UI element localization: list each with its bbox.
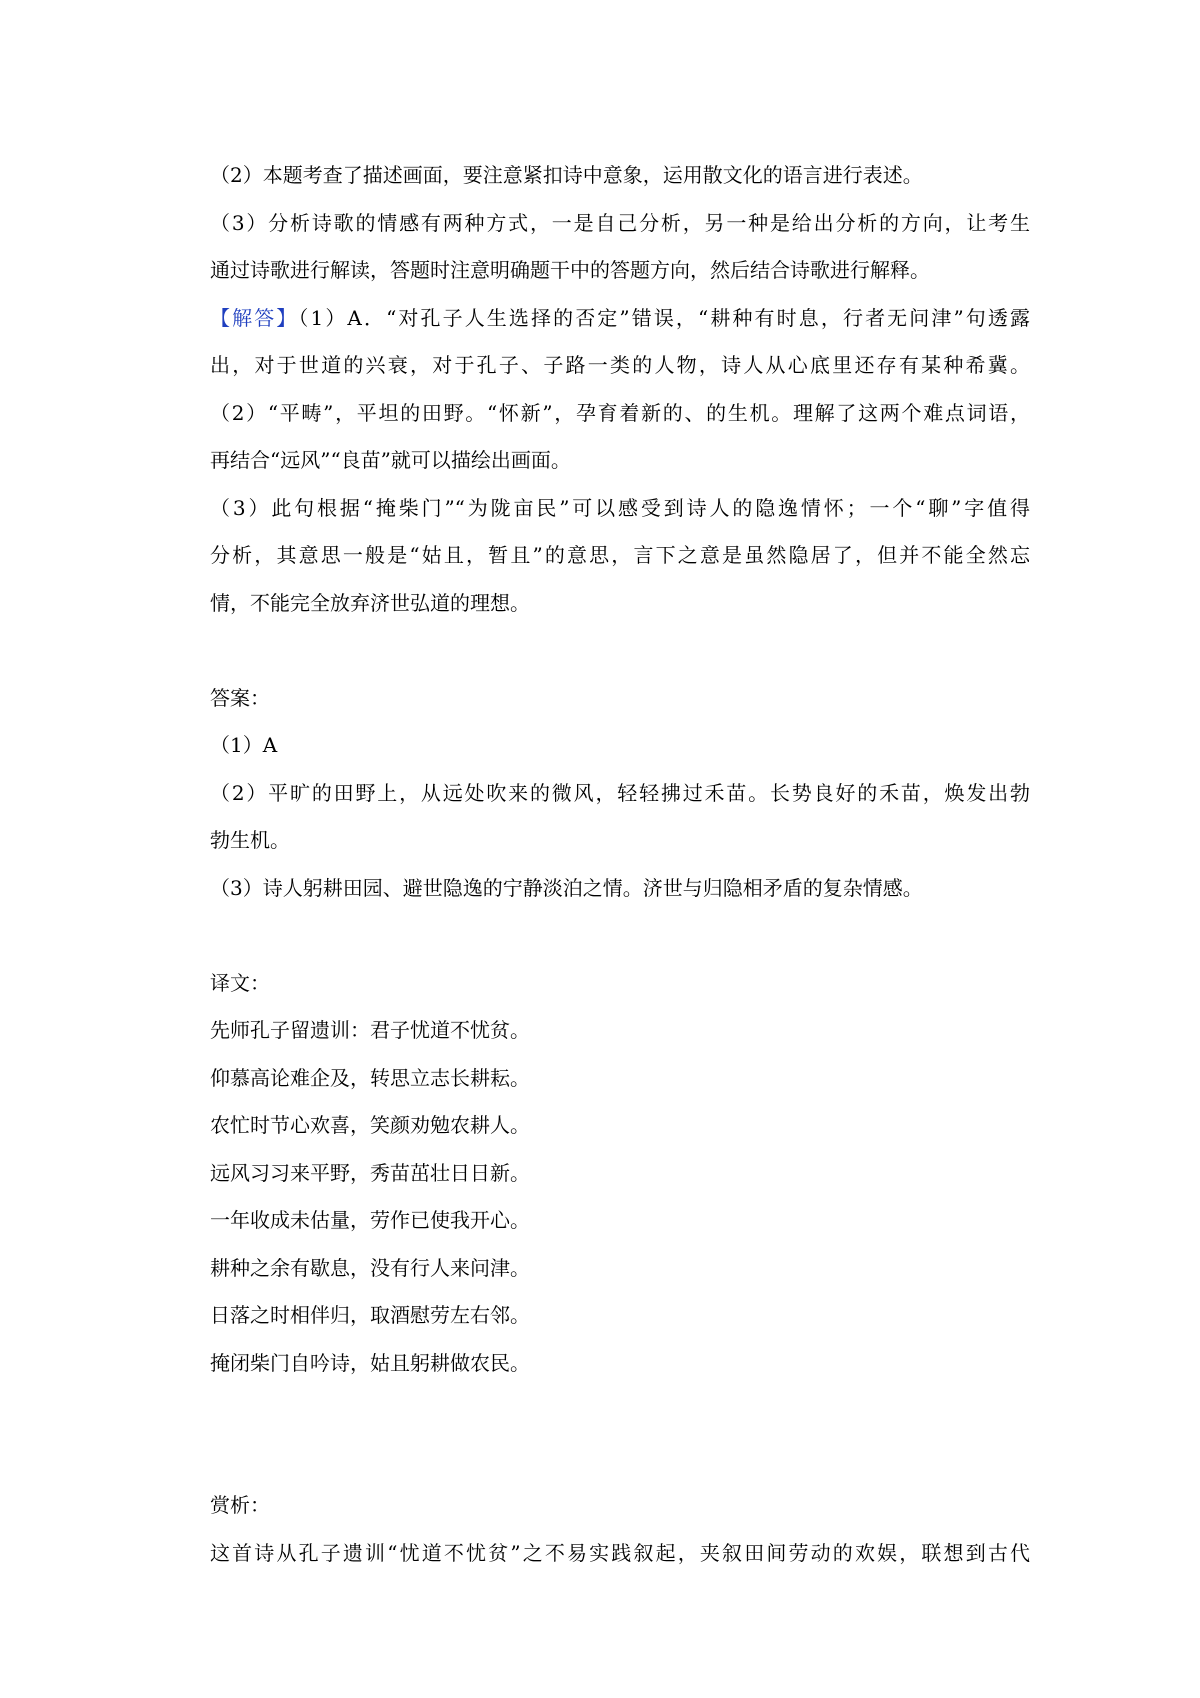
solution-item-3-line-3: 情，不能完全放弃济世弘道的理想。 [210, 590, 530, 615]
analysis-item-2: （2）本题考查了描述画面，要注意紧扣诗中意象，运用散文化的语言进行表述。 [210, 163, 923, 187]
solution-item-2-line-2: 再结合“远风”“良苗”就可以描绘出画面。 [210, 448, 571, 472]
translation-line: 远风习习来平野，秀苗茁壮日日新。 [210, 1160, 530, 1185]
analysis-item-3-line-1: （3）分析诗歌的情感有两种方式，一是自己分析，另一种是给出分析的方向，让考生 [210, 210, 1030, 235]
section-spacer [210, 1387, 1030, 1482]
translation-line: 掩闭柴门自吟诗，姑且躬耕做农民。 [210, 1350, 530, 1375]
answer-item-3: （3）诗人躬耕田园、避世隐逸的宁静淡泊之情。济世与归隐相矛盾的复杂情感。 [210, 875, 923, 900]
answer-item-2-line-2: 勃生机。 [210, 828, 290, 852]
section-spacer [210, 627, 1030, 675]
appreciation-heading: 赏析： [210, 1493, 270, 1517]
solution-item-1-line-1 [210, 295, 1030, 343]
document-body [210, 152, 1030, 1577]
translation-line: 日落之时相伴归，取酒慰劳左右邻。 [210, 1303, 530, 1327]
solution-item-2-line-1: （2）“平畴”，平坦的田野。“怀新”，孕育着新的、的生机。理解了这两个难点词语， [210, 400, 1030, 425]
answer-heading: 答案： [210, 685, 270, 710]
translation-line: 农忙时节心欢喜，笑颜劝勉农耕人。 [210, 1113, 530, 1137]
solution-item-3-line-2: 分析，其意思一般是“姑且，暂且”的意思，言下之意是虽然隐居了，但并不能全然忘 [210, 543, 1030, 567]
appreciation-line-1: 这首诗从孔子遗训“忧道不忧贫”之不易实践叙起，夹叙田间劳动的欢娱，联想到古代 [210, 1540, 1030, 1565]
translation-line: 一年收成未估量，劳作已使我开心。 [210, 1208, 530, 1232]
solution-item-1-line-2: 出，对于世道的兴衰，对于孔子、子路一类的人物，诗人从心底里还存有某种希冀。 [210, 353, 1030, 377]
translation-line: 先师孔子留遗训：君子忧道不忧贫。 [210, 1018, 530, 1042]
answer-item-1: （1）A [210, 733, 278, 757]
solution-item-1-text: （1）A．“对孔子人生选择的否定”错误，“耕种有时息，行者无问津”句透露 [298, 305, 1030, 330]
solution-tag: 【解答】 [210, 305, 299, 330]
answer-item-2-line-1: （2）平旷的田野上，从远处吹来的微风，轻轻拂过禾苗。长势良好的禾苗，焕发出勃 [210, 780, 1030, 805]
translation-heading: 译文： [210, 970, 270, 995]
analysis-item-3-line-2: 通过诗歌进行解读，答题时注意明确题干中的答题方向，然后结合诗歌进行解释。 [210, 258, 930, 282]
translation-line: 耕种之余有歇息，没有行人来问津。 [210, 1255, 530, 1280]
solution-item-3-line-1: （3）此句根据“掩柴门”“为陇亩民”可以感受到诗人的隐逸情怀；一个“聊”字值得 [210, 495, 1030, 520]
section-spacer [210, 912, 1030, 960]
translation-line: 仰慕高论难企及，转思立志长耕耘。 [210, 1065, 530, 1090]
